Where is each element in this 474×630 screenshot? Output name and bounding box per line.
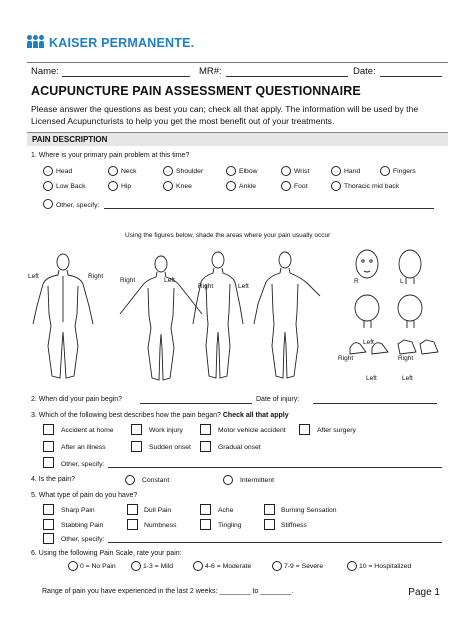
checkbox-dull-pain[interactable] <box>127 504 138 515</box>
option-label: Burning Sensation <box>281 507 337 514</box>
checkbox-motor-vehicle[interactable] <box>200 424 211 435</box>
radio-scale-0[interactable] <box>68 561 78 571</box>
option-label: Other, specify: <box>61 536 105 543</box>
checkbox-gradual-onset[interactable] <box>200 441 211 452</box>
head-r-label: R <box>354 278 359 285</box>
radio-scale-7-9[interactable] <box>272 561 282 571</box>
checkbox-stiffness[interactable] <box>264 519 275 530</box>
radio-scale-10[interactable] <box>347 561 357 571</box>
intro-text: Please answer the questions as best you can; check all that apply. The information will be used by the Licensed Acupuncturists to help you get the most benefit out of your treatments. <box>31 104 419 126</box>
radio-foot[interactable] <box>281 181 291 191</box>
body-anterior-figure <box>193 252 243 378</box>
q5-label: 5. What type of pain do you have? <box>31 492 138 499</box>
option-label: Hand <box>344 168 361 175</box>
q4-label: 4. Is the pain? <box>31 476 75 483</box>
radio-knee[interactable] <box>163 181 173 191</box>
checkbox-tingling[interactable] <box>200 519 211 530</box>
pain-range-text: Range of pain you have experienced in the last 2 weeks: ________ to ________. <box>42 588 294 595</box>
mr-label: MR#: <box>199 66 222 77</box>
name-label: Name: <box>31 66 59 77</box>
q3-question: 3. Which of the following best describes how the pain began? <box>31 412 221 419</box>
header-divider <box>27 62 448 63</box>
option-label: 7-9 = Severe <box>284 563 324 570</box>
back-right-label: Right <box>88 273 104 280</box>
option-label: 0 = No Pain <box>80 563 116 570</box>
hand-left2-label: Left <box>402 375 413 382</box>
option-label: 1-3 = Mild <box>143 563 174 570</box>
foot-left-label: Left <box>363 339 374 346</box>
hand-right-label: Right <box>398 355 414 362</box>
option-label: Stiffness <box>281 522 307 529</box>
option-label: Dull Pain <box>144 507 172 514</box>
figures-instruction: Using the figures below, shade the areas where your pain usually occur <box>125 232 331 239</box>
option-label: Ankle <box>239 183 257 190</box>
kaiser-logo-icon <box>27 35 45 51</box>
injury-date-label: Date of injury: <box>256 396 300 403</box>
radio-hip[interactable] <box>108 181 118 191</box>
q1-label: 1. Where is your primary pain problem at this time? <box>31 152 190 159</box>
date-field[interactable] <box>380 76 442 77</box>
checkbox-other-cause[interactable] <box>43 457 54 468</box>
radio-intermittent[interactable] <box>223 475 233 485</box>
option-label: Tingling <box>218 522 242 529</box>
head-left-figure <box>398 295 422 328</box>
checkbox-sharp-pain[interactable] <box>43 504 54 515</box>
brand-name: KAISER PERMANENTE. <box>49 36 195 50</box>
option-label: Other, specify: <box>61 461 105 468</box>
front-left-label: Left <box>164 277 175 284</box>
option-label: Knee <box>176 183 192 190</box>
radio-fingers[interactable] <box>380 166 390 176</box>
checkbox-other-type[interactable] <box>43 533 54 544</box>
radio-elbow[interactable] <box>226 166 236 176</box>
checkbox-accident-home[interactable] <box>43 424 54 435</box>
back-left-label: Left <box>28 273 39 280</box>
option-label: Constant <box>142 477 170 484</box>
option-label: Gradual onset <box>218 444 261 451</box>
radio-wrist[interactable] <box>281 166 291 176</box>
q1-other-field[interactable] <box>104 208 434 209</box>
radio-constant[interactable] <box>125 475 135 485</box>
option-label: Sudden onset <box>149 444 191 451</box>
option-label: Head <box>56 168 73 175</box>
body-back-figure <box>33 254 93 378</box>
option-label: Shoulder <box>176 168 204 175</box>
q3-other-field[interactable] <box>108 467 442 468</box>
section-title: PAIN DESCRIPTION <box>32 135 108 144</box>
radio-hand[interactable] <box>331 166 341 176</box>
radio-ankle[interactable] <box>226 181 236 191</box>
radio-scale-4-6[interactable] <box>193 561 203 571</box>
option-label: Sharp Pain <box>61 507 95 514</box>
checkbox-burning[interactable] <box>264 504 275 515</box>
q6-label: 6. Using the following Pain Scale, rate your pain: <box>31 550 182 557</box>
option-label: After surgery <box>317 427 356 434</box>
q2-label: 2. When did your pain begin? <box>31 396 123 403</box>
head-front-figure <box>356 250 378 278</box>
option-label: Motor vehicle accident <box>218 427 286 434</box>
side-left-label: Left <box>238 283 249 290</box>
option-label: Intermittent <box>240 477 274 484</box>
option-label: Elbow <box>239 168 258 175</box>
kaiser-logo <box>27 35 194 51</box>
date-label: Date: <box>353 66 376 77</box>
checkbox-after-surgery[interactable] <box>299 424 310 435</box>
option-label: Hip <box>121 183 132 190</box>
option-label: Wrist <box>294 168 310 175</box>
page-number: Page 1 <box>408 587 440 598</box>
name-field[interactable] <box>62 76 190 77</box>
checkbox-stabbing-pain[interactable] <box>43 519 54 530</box>
radio-neck[interactable] <box>108 166 118 176</box>
option-label: Low Back <box>56 183 86 190</box>
hand-figures <box>398 340 438 354</box>
option-label: Other, specify: <box>56 202 100 209</box>
option-label: Foot <box>294 183 308 190</box>
option-label: Accident at home <box>61 427 114 434</box>
body-figures[interactable] <box>20 244 460 384</box>
foot-right-label: Right <box>338 355 354 362</box>
side-right-label: Right <box>198 283 214 290</box>
injury-date-field[interactable] <box>313 403 437 404</box>
q3-label <box>31 412 289 419</box>
radio-scale-1-3[interactable] <box>131 561 141 571</box>
option-label: Work injury <box>149 427 183 434</box>
q3-bold: Check all that apply <box>222 412 289 419</box>
option-label: Thoracic mid back <box>344 183 400 190</box>
radio-thoracic-mid-back[interactable] <box>331 181 341 191</box>
hand-left-label: Left <box>366 375 377 382</box>
mr-field[interactable] <box>226 76 348 77</box>
option-label: 10 = Hospitalized <box>359 563 412 570</box>
checkbox-work-injury[interactable] <box>131 424 142 435</box>
option-label: 4-6 = Moderate <box>205 563 252 570</box>
checkbox-numbness[interactable] <box>127 519 138 530</box>
radio-shoulder[interactable] <box>163 166 173 176</box>
option-label: Numbness <box>144 522 177 529</box>
radio-head[interactable] <box>43 166 53 176</box>
page-title: ACUPUNCTURE PAIN ASSESSMENT QUESTIONNAIRE <box>31 84 361 98</box>
option-label: Neck <box>121 168 137 175</box>
option-label: Stabbing Pain <box>61 522 104 529</box>
section-header <box>27 132 448 146</box>
option-label: After an illness <box>61 444 106 451</box>
q5-other-field[interactable] <box>108 542 442 543</box>
radio-low-back[interactable] <box>43 181 53 191</box>
checkbox-ache[interactable] <box>200 504 211 515</box>
checkbox-sudden-onset[interactable] <box>131 441 142 452</box>
body-posterior-figure <box>254 252 320 378</box>
pain-begin-field[interactable] <box>140 403 252 404</box>
checkbox-after-illness[interactable] <box>43 441 54 452</box>
head-l-label: L <box>400 278 404 285</box>
radio-other[interactable] <box>43 199 53 209</box>
option-label: Ache <box>218 507 234 514</box>
front-right-label: Right <box>120 277 136 284</box>
head-right-figure <box>355 295 379 328</box>
option-label: Fingers <box>393 168 416 175</box>
body-front-figure <box>120 256 202 380</box>
